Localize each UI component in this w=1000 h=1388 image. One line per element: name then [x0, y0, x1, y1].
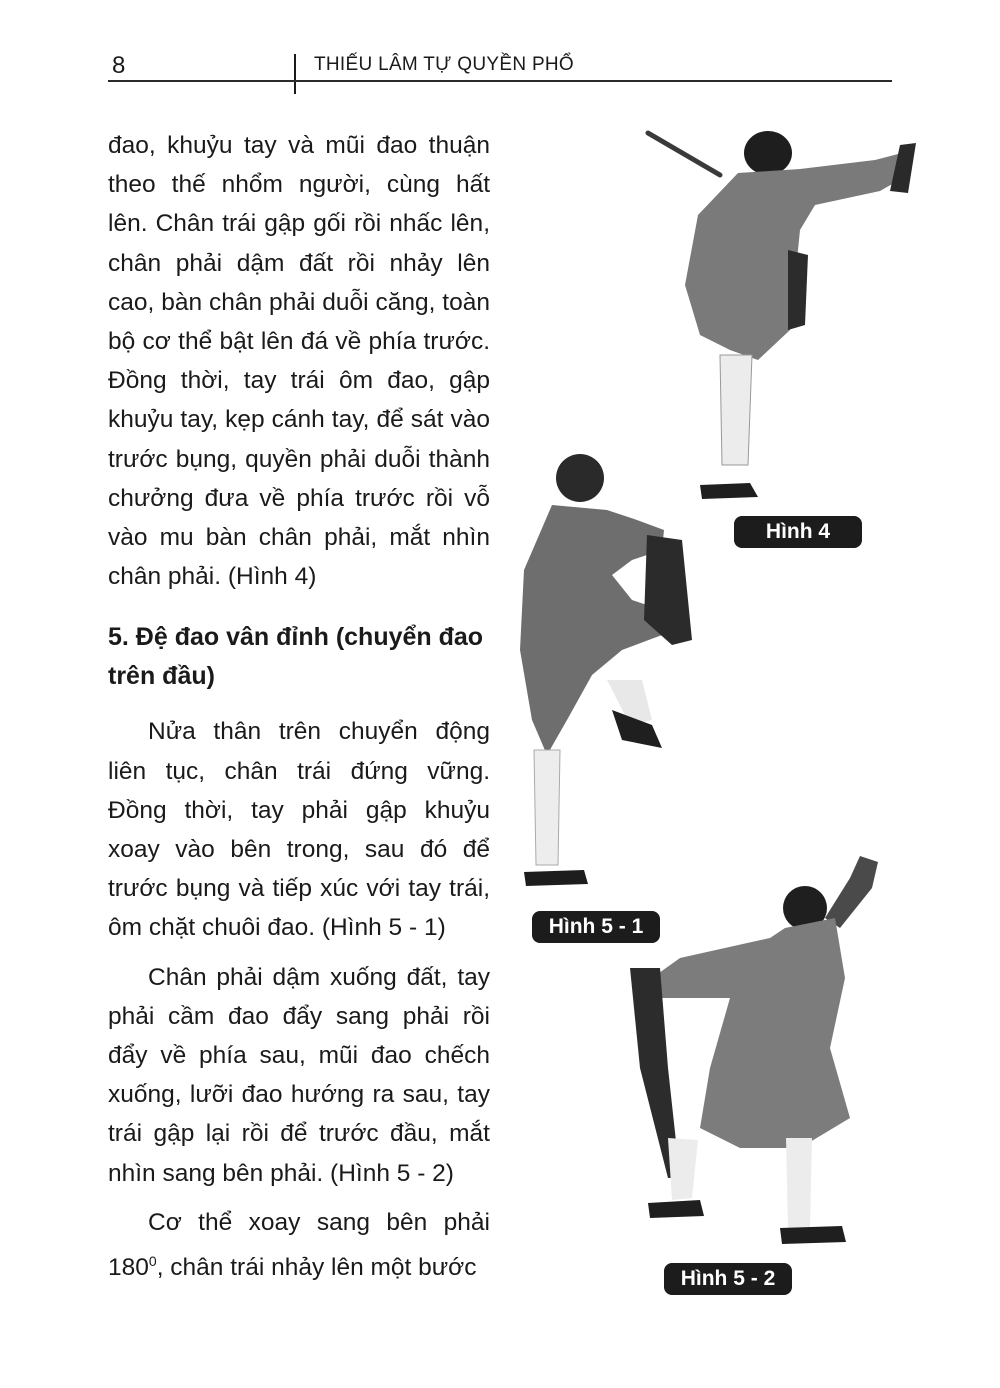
martial-artist-knee-raise-figure — [520, 454, 692, 886]
figure-5-2-caption: Hình 5 - 2 — [664, 1263, 792, 1295]
page-header — [108, 48, 892, 88]
figure-4-caption: Hình 4 — [734, 516, 862, 548]
figure-5-2-image — [620, 848, 890, 1248]
book-title: THIẾU LÂM TỰ QUYỀN PHỔ — [314, 54, 575, 75]
paragraph-1: đao, khuỷu tay và mũi đao thuận theo thế nhổm người, cùng hất lên. Chân trái gập gối rồi nhấc lên, chân phải dậm đất rồi nhảy lên cao, bàn chân phải duỗi căng, toàn bộ cơ thể bật lên đá về phía trước. Đồng thời, tay trái ôm đao, gập khuỷu tay, kẹp cánh tay, để sát vào trước bụng, quyền phải duỗi thành chưởng đưa về phía trước rồi vỗ vào mu bàn chân phải, mắt nhìn chân phải. (Hình 4) — [108, 132, 490, 591]
figure-5-1-caption: Hình 5 - 1 — [532, 911, 660, 943]
martial-artist-kick-figure — [648, 131, 916, 499]
martial-artist-sword-back-figure — [630, 856, 878, 1244]
header-separator — [294, 54, 296, 94]
paragraph-2: Nửa thân trên chuyển động liên tục, chân trái đứng vững. Đồng thời, tay phải gập khuỷu xoay vào bên trong, sau đó để trước bụng và tiếp xúc với tay trái, ôm chặt chuôi đao. (Hình 5 - 1) — [108, 718, 490, 942]
section-heading: 5. Đệ đao vân đỉnh (chuyển đao trên đầu) — [108, 623, 484, 691]
page-number: 8 — [112, 52, 126, 79]
body-text — [108, 126, 490, 1287]
header-rule — [108, 80, 892, 82]
figure-4-image — [640, 125, 930, 505]
figure-5-1-image — [512, 450, 702, 890]
paragraph-4: Cơ thể xoay sang bên phải $180^0$, chân trái nhảy lên một bước — [108, 1208, 490, 1282]
paragraph-3: Chân phải dậm xuống đất, tay phải cầm đao đẩy sang phải rồi đẩy về phía sau, mũi đao chếch xuống, lưỡi đao hướng ra sau, tay trái gập lại rồi để trước đầu, mắt nhìn sang bên phải. (Hình 5 - 2) — [108, 963, 490, 1187]
